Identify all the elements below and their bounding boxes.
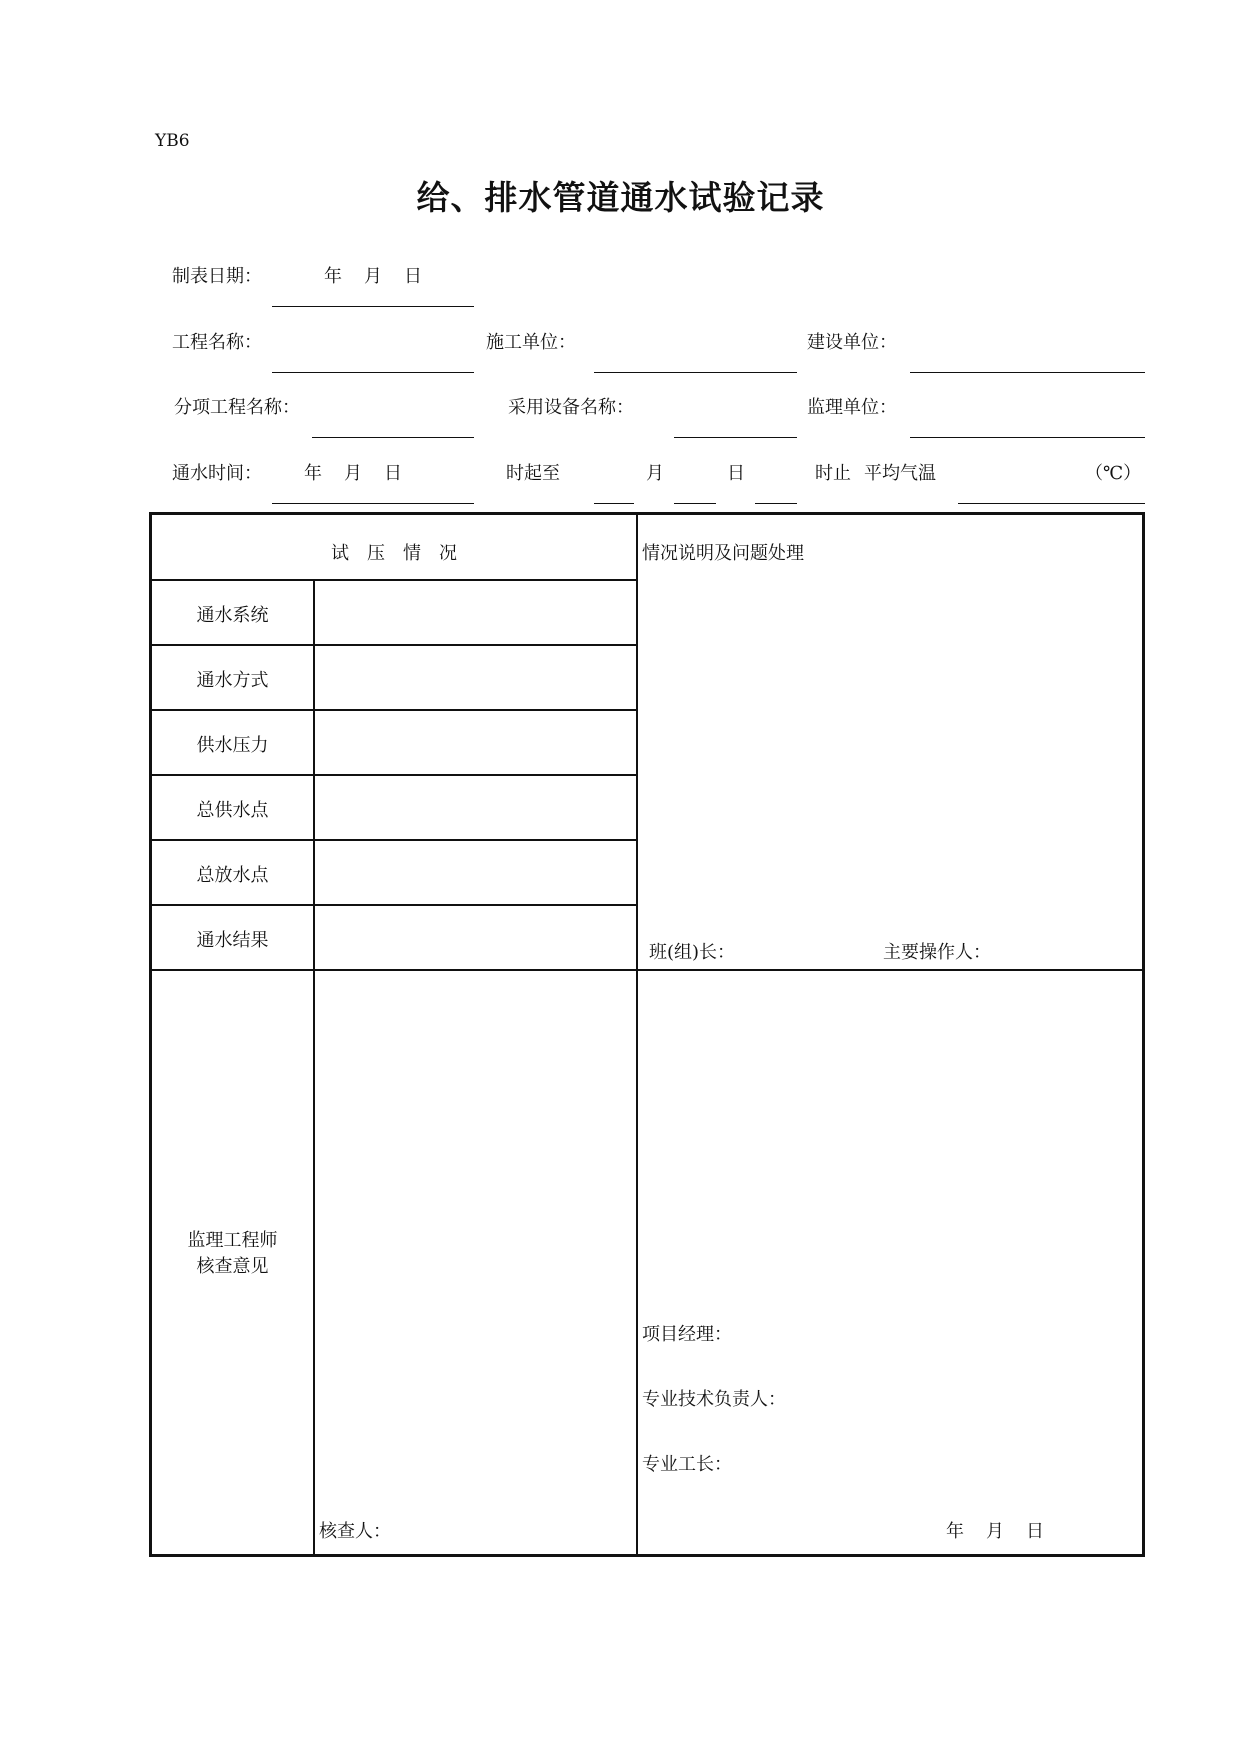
checker-label: 核查人： bbox=[319, 1521, 391, 1542]
to-label: 时止 bbox=[815, 463, 851, 484]
avg-temp-label: 平均气温 bbox=[864, 463, 936, 484]
row-label-result: 通水结果 bbox=[196, 930, 269, 951]
supervision-unit-field[interactable] bbox=[910, 437, 1145, 438]
sign-month: 月 bbox=[986, 1521, 1004, 1542]
row-label-discharge-points: 总放水点 bbox=[196, 865, 269, 886]
value-cell-system[interactable] bbox=[315, 581, 635, 643]
team-leader-label: 班(组)长： bbox=[649, 942, 736, 963]
water-time-start-field[interactable] bbox=[272, 503, 474, 504]
sub-project-label: 分项工程名称： bbox=[174, 397, 300, 418]
tabulation-day: 日 bbox=[404, 266, 422, 287]
sign-year: 年 bbox=[946, 1521, 964, 1542]
row-label-method: 通水方式 bbox=[196, 670, 269, 691]
tabulation-date-field[interactable] bbox=[272, 306, 474, 307]
description-area[interactable] bbox=[638, 569, 1143, 909]
temp-unit: （℃） bbox=[1085, 463, 1142, 484]
water-time-year: 年 bbox=[304, 463, 322, 484]
water-time-label: 通水时间： bbox=[172, 463, 262, 484]
value-cell-pressure[interactable] bbox=[315, 711, 635, 773]
main-operator-label: 主要操作人： bbox=[883, 942, 991, 963]
supervisor-opinion-label bbox=[152, 1228, 313, 1280]
foreman-label: 专业工长： bbox=[642, 1454, 732, 1475]
builder-unit-field[interactable] bbox=[910, 372, 1145, 373]
construction-unit-label: 施工单位： bbox=[486, 332, 576, 353]
row-label-supply-points: 总供水点 bbox=[196, 800, 269, 821]
section-divider bbox=[152, 969, 1145, 971]
sign-day: 日 bbox=[1026, 1521, 1044, 1542]
supervisor-opinion-area[interactable] bbox=[315, 971, 635, 1511]
tech-lead-label: 专业技术负责人： bbox=[642, 1389, 786, 1410]
end-month: 月 bbox=[646, 463, 664, 484]
end-day-field[interactable] bbox=[755, 503, 797, 504]
row-label-system: 通水系统 bbox=[196, 605, 269, 626]
form-code: YB6 bbox=[155, 131, 190, 151]
sub-project-field[interactable] bbox=[312, 437, 474, 438]
value-cell-method[interactable] bbox=[315, 646, 635, 708]
value-cell-result[interactable] bbox=[315, 906, 635, 968]
supervisor-label-line1: 监理工程师 bbox=[187, 1230, 278, 1251]
equipment-label: 采用设备名称： bbox=[508, 397, 634, 418]
supervisor-label-line2: 核查意见 bbox=[196, 1256, 269, 1277]
end-hour-field[interactable] bbox=[594, 503, 634, 504]
tabulation-date-label: 制表日期： bbox=[172, 266, 262, 287]
test-header: 试 压 情 况 bbox=[331, 543, 457, 564]
value-cell-discharge-points[interactable] bbox=[315, 841, 635, 903]
equipment-field[interactable] bbox=[674, 437, 797, 438]
test-record-table bbox=[149, 512, 1145, 1557]
construction-unit-field[interactable] bbox=[594, 372, 797, 373]
tabulation-month: 月 bbox=[364, 266, 382, 287]
builder-unit-label: 建设单位： bbox=[807, 332, 897, 353]
project-manager-label: 项目经理： bbox=[642, 1324, 732, 1345]
supervision-unit-label: 监理单位： bbox=[807, 397, 897, 418]
end-day: 日 bbox=[727, 463, 745, 484]
value-cell-supply-points[interactable] bbox=[315, 776, 635, 838]
page-title: 给、排水管道通水试验记录 bbox=[416, 178, 825, 217]
water-time-month: 月 bbox=[344, 463, 362, 484]
row-label-pressure: 供水压力 bbox=[196, 735, 269, 756]
project-name-label: 工程名称： bbox=[172, 332, 262, 353]
tabulation-year: 年 bbox=[324, 266, 342, 287]
from-label: 时起至 bbox=[506, 463, 560, 484]
project-name-field[interactable] bbox=[272, 372, 474, 373]
water-time-day: 日 bbox=[384, 463, 402, 484]
avg-temp-field[interactable] bbox=[958, 503, 1145, 504]
description-header: 情况说明及问题处理 bbox=[642, 543, 804, 564]
end-month-field[interactable] bbox=[674, 503, 716, 504]
